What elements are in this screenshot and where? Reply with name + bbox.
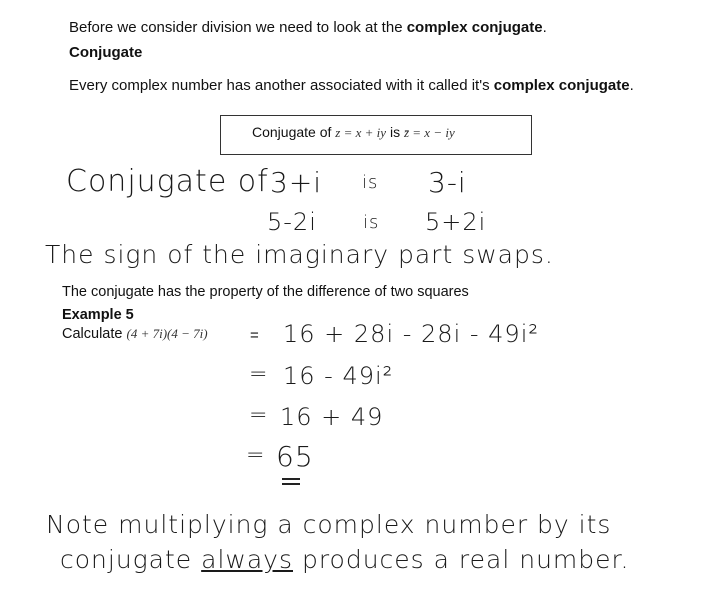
intro-bold: complex conjugate bbox=[406, 19, 543, 36]
property-line: The conjugate has the property of the difference of two squares bbox=[62, 284, 469, 300]
final-note-always: always bbox=[201, 545, 293, 574]
step-4: 65 bbox=[276, 440, 314, 473]
intro-text: Before we consider division we need to look at the bbox=[69, 19, 407, 36]
hw-row1-is: is bbox=[362, 172, 379, 193]
eq-sign: = bbox=[250, 327, 259, 344]
calc-line bbox=[62, 326, 208, 342]
final-note-line1: Note multiplying a complex number by its bbox=[46, 510, 612, 539]
hw-row1-conj: 3-i bbox=[428, 166, 467, 199]
eq-sign: = bbox=[246, 443, 266, 468]
final-note-end: produces a real number. bbox=[293, 545, 630, 574]
hw-row2-is: is bbox=[363, 212, 380, 233]
formula-expr1: z = x + iy bbox=[335, 125, 387, 140]
step-3: 16 + 49 bbox=[280, 403, 384, 431]
final-note-text: conjugate bbox=[60, 545, 202, 574]
intro-end: . bbox=[542, 19, 547, 36]
step-1: 16 + 28i - 28i - 49i² bbox=[283, 320, 539, 348]
hw-sign-note: The sign of the imaginary part swaps. bbox=[45, 240, 554, 269]
formula-label: Conjugate of bbox=[252, 124, 332, 140]
step-2: 16 - 49i² bbox=[283, 362, 394, 390]
every-end: . bbox=[629, 77, 634, 94]
every-text: Every complex number has another associated with it called it's bbox=[69, 77, 494, 94]
answer-underline-2 bbox=[282, 483, 300, 485]
formula-is: is bbox=[389, 124, 401, 140]
example-title: Example 5 bbox=[62, 307, 134, 323]
final-note-line2 bbox=[60, 545, 629, 574]
answer-underline-1 bbox=[282, 478, 300, 480]
eq-sign: = bbox=[249, 403, 269, 428]
hw-row2-num: 5-2i bbox=[267, 208, 317, 236]
every-bold: complex conjugate bbox=[493, 77, 630, 94]
hw-row1-num: 3+i bbox=[270, 166, 323, 199]
formula-expr2: z̄ = x − iy bbox=[403, 125, 455, 140]
calc-label: Calculate bbox=[62, 326, 123, 342]
intro-line bbox=[69, 19, 547, 36]
eq-sign: = bbox=[249, 362, 269, 387]
every-line bbox=[69, 77, 634, 94]
formula-content bbox=[252, 124, 455, 141]
conjugate-heading: Conjugate bbox=[69, 44, 143, 61]
hw-row2-conj: 5+2i bbox=[425, 208, 487, 236]
calc-expr: (4 + 7i)(4 − 7i) bbox=[126, 326, 208, 341]
hw-row1-lead: Conjugate of bbox=[66, 164, 269, 199]
